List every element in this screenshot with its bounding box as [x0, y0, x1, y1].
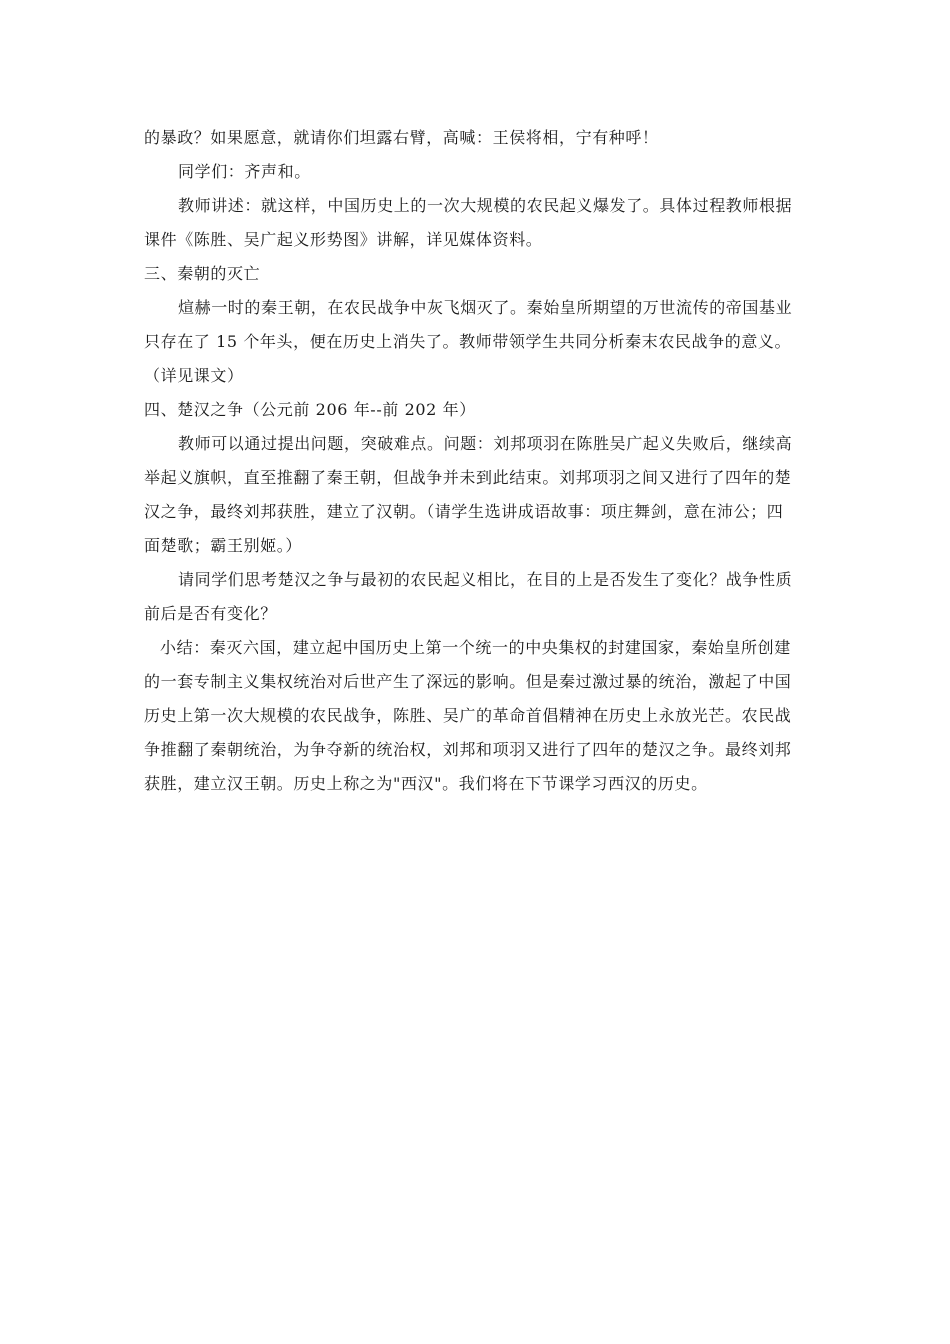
text-line: 教师讲述：就这样，中国历史上的一次大规模的农民起义爆发了。具体过程教师根据	[178, 196, 793, 215]
document-body	[144, 121, 814, 801]
text-line: 面楚歌；霸王别姬。）	[144, 536, 303, 555]
section-heading: 三、秦朝的灭亡	[144, 264, 261, 283]
summary-line: 争推翻了秦朝统治，为争夺新的统治权，刘邦和项羽又进行了四年的楚汉之争。最终刘邦	[144, 740, 792, 759]
summary-line: 小结：秦灭六国，建立起中国历史上第一个统一的中央集权的封建国家，秦始皇所创建	[160, 638, 791, 657]
text-line: 请同学们思考楚汉之争与最初的农民起义相比，在目的上是否发生了变化？战争性质	[178, 570, 793, 589]
text-line: 煊赫一时的秦王朝，在农民战争中灰飞烟灭了。秦始皇所期望的万世流传的帝国基业	[178, 298, 793, 317]
summary-line: 的一套专制主义集权统治对后世产生了深远的影响。但是秦过激过暴的统治，激起了中国	[144, 672, 792, 691]
text-line: 教师可以通过提出问题，突破难点。问题：刘邦项羽在陈胜吴广起义失败后，继续高	[178, 434, 793, 453]
section-heading: 四、楚汉之争（公元前 206 年--前 202 年）	[144, 400, 476, 419]
text-line: 同学们：齐声和。	[178, 162, 311, 181]
text-line: 前后是否有变化？	[144, 604, 277, 623]
text-line: （详见课文）	[144, 366, 244, 385]
text-line: 的暴政？如果愿意，就请你们坦露右臂，高喊：王侯将相，宁有种呼！	[144, 128, 659, 147]
text-line: 举起义旗帜，直至推翻了秦王朝，但战争并未到此结束。刘邦项羽之间又进行了四年的楚	[144, 468, 792, 487]
summary-line: 获胜，建立汉王朝。历史上称之为"西汉"。我们将在下节课学习西汉的历史。	[144, 774, 708, 793]
summary-line: 历史上第一次大规模的农民战争，陈胜、吴广的革命首倡精神在历史上永放光芒。农民战	[144, 706, 792, 725]
text-line: 只存在了 15 个年头，便在历史上消失了。教师带领学生共同分析秦末农民战争的意义。	[144, 332, 792, 351]
text-line: 课件《陈胜、吴广起义形势图》讲解，详见媒体资料。	[144, 230, 543, 249]
text-line: 汉之争，最终刘邦获胜，建立了汉朝。（请学生选讲成语故事：项庄舞剑，意在沛公；四	[144, 502, 784, 521]
